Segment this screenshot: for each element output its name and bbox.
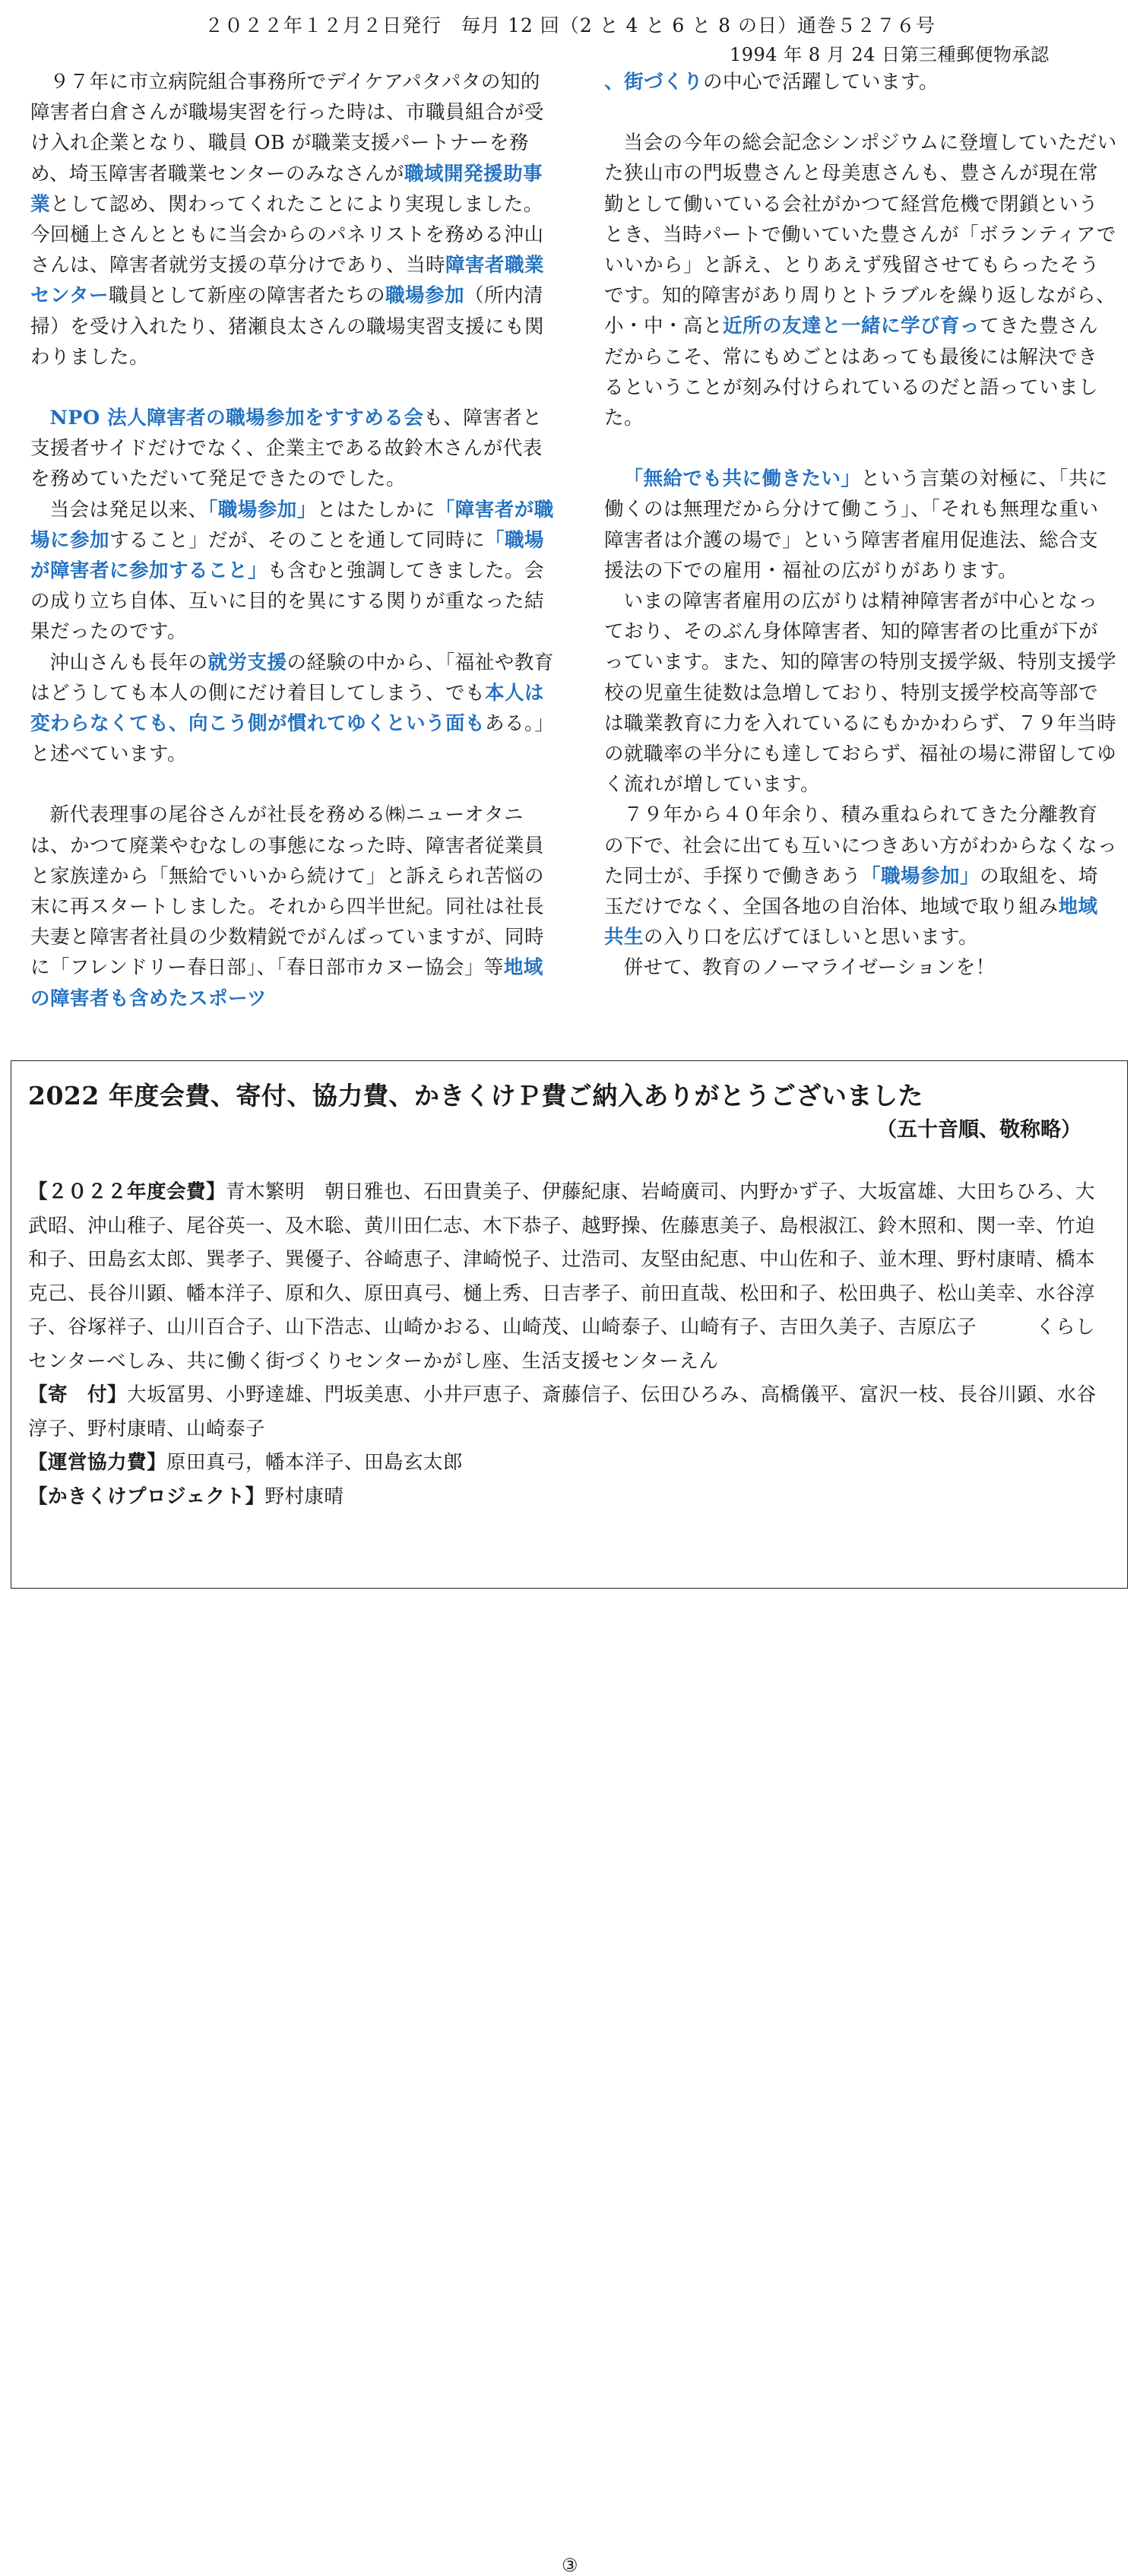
- left-paragraph-4: 沖山さんも長年の就労支援の経験の中から、「福祉や教育はどうしても本人の側にだけ着目してしまう、でも本人は変わらなくても、向こう側が慣れてゆくという面もある。」と述べています。: [30, 651, 555, 766]
- annual-fees-names: 青木繁明 朝日雅也、石田貴美子、伊藤紀康、岩崎廣司、内野かず子、大坂富雄、大田ちひろ、大武昭、沖山稚子、尾谷英一、及木聡、黄川田仁志、木下恭子、越野操、佐藤恵美子、島根淑江、鈴木照和、関一幸、竹迫和子、田島玄太郎、巽孝子、巽優子、谷崎恵子、津崎悦子、辻浩司、友堅由紀恵、中山佐和子、並木理、野村康晴、橋本克己、長谷川顕、幡本洋子、原和久、原田真弓、樋上秀、日吉孝子、前田直哉、松田和子、松田典子、松山美幸、水谷淳子、谷塚祥子、山川百合子、山下浩志、山崎かおる、山崎茂、山崎泰子、山崎有子、吉田久美子、吉原広子 くらしセンターべしみ、共に働く街づくりセンターかがし座、生活支援センターえん: [28, 1180, 1096, 1373]
- highlight-text: 「職場参加」: [207, 498, 317, 521]
- left-column: [30, 67, 555, 1014]
- highlight-text: 「職場参加」: [861, 864, 980, 888]
- donation-entry: [28, 1378, 1107, 1446]
- paragraph-gap: [30, 372, 555, 403]
- highlight-text: 近所の友達と一緒に学び育っ: [723, 315, 980, 338]
- donation-names: 大坂冨男、小野達雄、門坂美恵、小井戸恵子、斎藤信子、伝田ひろみ、高橋儀平、富沢一枝、長谷川顕、水谷淳子、野村康晴、山崎泰子: [28, 1383, 1097, 1440]
- paragraph-gap: [604, 97, 1117, 128]
- right-paragraph-6: 併せて、教育のノーマライゼーションを！: [623, 956, 996, 980]
- paragraph-gap: [30, 769, 555, 800]
- highlight-text: 就労支援: [207, 651, 287, 674]
- left-paragraph-3: 当会は発足以来、「職場参加」とはたしかに「障害者が職場に参加すること」だが、そのことを通して同時に「職場が障害者に参加すること」も含むと強調してきました。会の成り立ち自体、互いに目的を異にする関りが重なった結果だったのです。: [30, 498, 554, 644]
- highlight-text: 地域の障害者も含めたスポーツ: [30, 956, 543, 1010]
- highlight-text: 職場参加: [385, 284, 465, 308]
- left-paragraph-1: ９７年に市立病院組合事務所でデイケアパタパタの知的障害者白倉さんが職場実習を行った時は、市職員組合が受け入れ企業となり、職員 OB が職業支援パートナーを務め、埼玉障害者職業センターのみなさんが職域開発援助事業として認め、関わってくれたことにより実現しました。今回樋上さんとともに当会からのパネリストを務める沖山さんは、障害者就労支援の草分けであり、当時障害者職業センター職員として新座の障害者たちの職場参加（所内清掃）を受け入れたり、猪瀬良太さんの職場実習支援にも関わりました。: [30, 71, 545, 369]
- highlight-text: NPO 法人障害者の職場参加をすすめる会: [49, 407, 424, 430]
- annual-fees-entry: [28, 1175, 1107, 1378]
- issue-line: ２０２２年１２月２日発行 毎月 12 回（2 と 4 と 6 と 8 の日）通巻５２７６号: [204, 14, 936, 36]
- kakikuke-project-label: 【かきくけプロジェクト】: [28, 1484, 265, 1508]
- left-paragraph-2: NPO 法人障害者の職場参加をすすめる会も、障害者と支援者サイドだけでなく、企業主である故鈴木さんが代表を務めていただいて発足できたのでした。: [30, 407, 543, 491]
- highlight-text: 本人は変わらなくても、向こう側が慣れてゆくという面も: [30, 681, 545, 736]
- donation-label: 【寄 付】: [28, 1383, 128, 1406]
- left-paragraph-5: 新代表理事の尾谷さんが社長を務める㈱ニューオタニは、かつて廃業やむなしの事態になった時、障害者従業員と家族達から「無給でいいから続けて」と訴えられ苦悩の末に再スタートしました。それから四半世紀。同社は社長夫妻と障害者社員の少数精鋭でがんばっていますが、同時に「フレンドリー春日部」、「春日部市カヌー協会」等地域の障害者も含めたスポーツ: [30, 803, 545, 1010]
- highlight-text: 、街づくり: [604, 71, 704, 93]
- right-column: [604, 67, 1117, 984]
- highlight-text: 職域開発援助事業: [30, 162, 543, 216]
- donors-box: [11, 1060, 1128, 2576]
- right-paragraph-4: いまの障害者雇用の広がりは精神障害者が中心となっており、そのぶん身体障害者、知的障害者の比重が下がっています。また、知的障害の特別支援学級、特別支援学校の児童生徒数は急増しており、特別支援学校高等部では職業教育に力を入れているにもかかわらず、７９年当時の就職率の半分にも達しておらず、福祉の場に滞留してゆく流れが増しています。: [604, 590, 1116, 797]
- operation-support-entry: [28, 1446, 1107, 1480]
- highlight-text: 「無給でも共に働きたい」: [623, 467, 861, 491]
- donors-title: 2022 年度会費、寄付、協力費、かきくけＰ費ご納入ありがとうございました: [28, 1081, 923, 1111]
- right-paragraph-3: 「無給でも共に働きたい」という言葉の対極に、「共に働くのは無理だから分けて働こう」、「それも無理な重い障害者は介護の場で」という障害者雇用促進法、総合支援法の下での雇用・福祉の広がりがあります。: [604, 467, 1108, 582]
- right-paragraph-2: 当会の今年の総会記念シンポジウムに登壇していただいた狭山市の門坂豊さんと母美恵さんも、豊さんが現在常勤として働いている会社がかつて経営危機で閉鎖というとき、当時パートで働いていた豊さんが「ボランティアでいいから」と訴え、とりあえず残留させてもらったそうです。知的障害があり周りとトラブルを繰り返しながら、小・中・高と近所の友達と一緒に学び育ってきた豊さんだからこそ、常にもめごとはあっても最後には解決できるということが刻み付けられているのだと語っていました。: [604, 131, 1117, 430]
- postal-approval-line: 1994 年 8 月 24 日第三種郵便物承認: [730, 44, 1050, 65]
- kakikuke-project-names: 野村康晴: [264, 1484, 344, 1508]
- right-paragraph-1: 、街づくりの中心で活躍しています。: [604, 71, 939, 93]
- donors-list: [28, 1175, 1107, 1513]
- operation-support-label: 【運営協力費】: [28, 1451, 167, 1474]
- annual-fees-label: 【２０２２年度会費】: [28, 1180, 226, 1203]
- operation-support-names: 原田真弓，幡本洋子、田島玄太郎: [166, 1451, 464, 1474]
- donors-subtitle: （五十音順、敬称略）: [876, 1118, 1081, 1142]
- highlight-text: 地域共生: [604, 895, 1098, 949]
- highlight-text: 「障害者が職場に参加: [30, 498, 554, 552]
- page-number: ③: [562, 2555, 578, 2576]
- highlight-text: 「職場が障害者に参加すること」: [30, 528, 545, 583]
- highlight-text: 障害者職業センター: [30, 254, 545, 308]
- right-paragraph-5: ７９年から４０年余り、積み重ねられてきた分離教育の下で、社会に出ても互いにつきあい方がわからなくなった同士が、手探りで働きあう「職場参加」の取組を、埼玉だけでなく、全国各地の自治体、地域で取り組み地域共生の入り口を広げてほしいと思います。: [604, 803, 1117, 949]
- kakikuke-project-entry: [28, 1480, 1107, 1514]
- paragraph-gap: [604, 433, 1117, 464]
